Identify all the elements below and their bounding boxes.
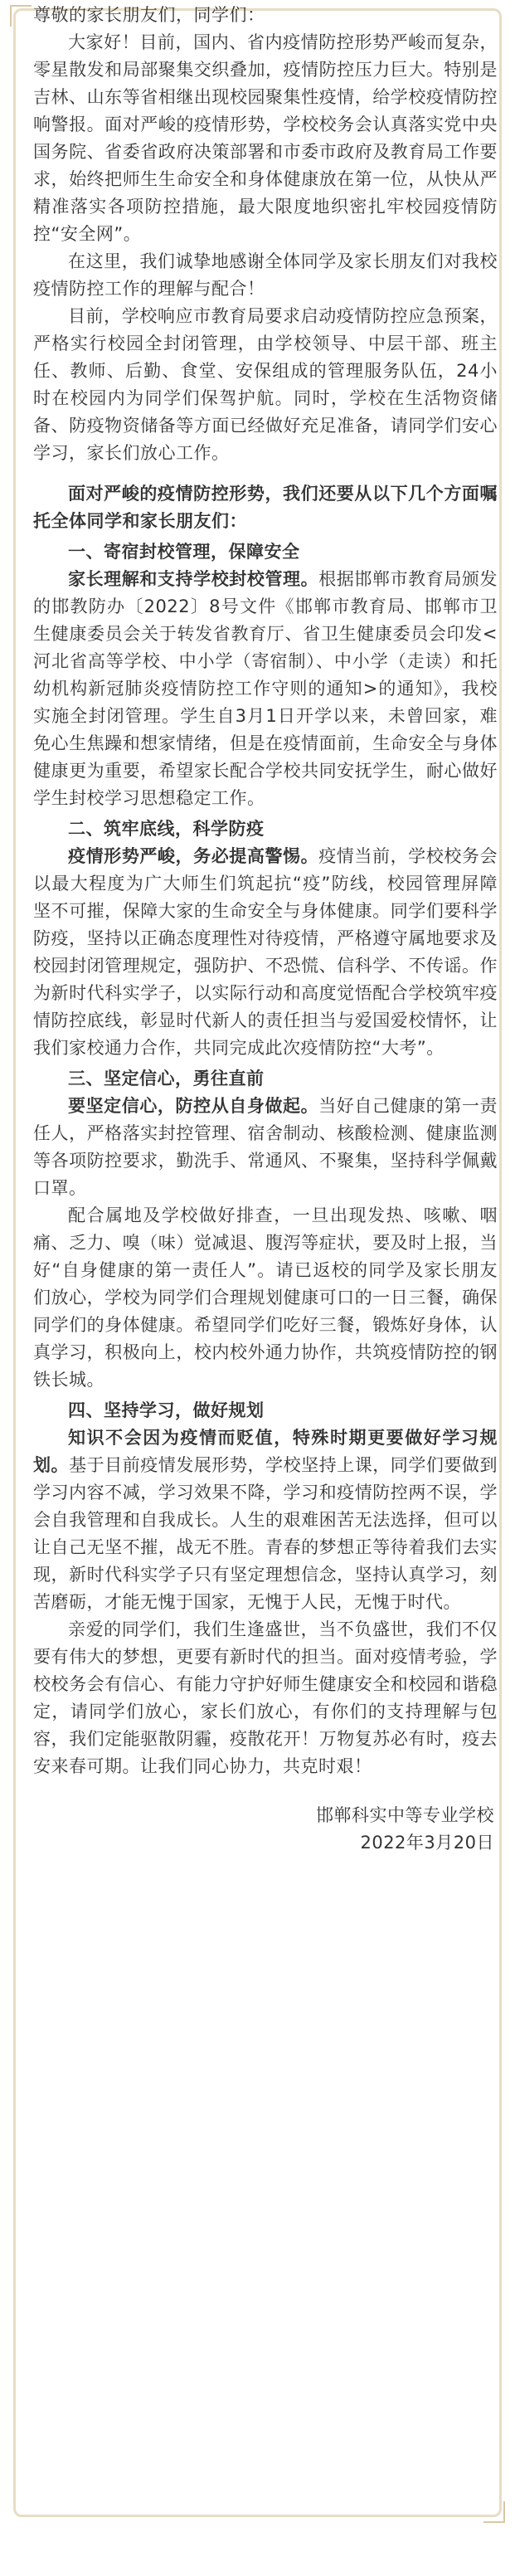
section-paragraph [33,566,498,812]
section-lead: 家长理解和支持学校封校管理。 [68,569,319,589]
closing-paragraph: 亲爱的同学们，我们生逢盛世，当不负盛世，我们不仅要有伟大的梦想，更要有新时代的担当。面对疫情考验，学校校务会有信心、有能力守护好师生健康安全和校园和谐稳定，请同学们放心，家长们放心，有你们的支持理解与包容，我们定能驱散阴霾，疫散花开！万物复苏必有时，疫去安来春可期。让我们同心协力，共克时艰！ [33,1619,498,1776]
section-title: 一、寄宿封校管理，保障安全 [68,542,300,562]
intro-paragraph: 在这里，我们诚挚地感谢全体同学及家长朋友们对我校疫情防控工作的理解与配合！ [33,251,498,299]
corner-decoration [10,5,32,27]
notice-heading: 面对严峻的疫情防控形势，我们还要从以下几个方面嘱托全体同学和家长朋友们： [33,484,498,531]
section-body: 当好自己健康的第一责任人，严格落实封控管理、宿舍制动、核酸检测、健康监测等各项防控要求，勤洗手、常通风、不聚集，坚持科学佩戴口罩。 [33,1096,498,1198]
intro-paragraph: 大家好！目前，国内、省内疫情防控形势严峻而复杂，零星散发和局部聚集交织叠加，疫情防控压力巨大。特别是吉林、山东等省相继出现校园聚集性疫情，给学校疫情防控响警报。面对严峻的疫情形势，学校校务会认真落实党中央国务院、省委省政府决策部署和市委市政府及教育局工作要求，始终把师生生命安全和身体健康放在第一位，从快从严精准落实各项防控措施，最大限度地织密扎牢校园疫情防控“安全网”。 [33,32,498,244]
section-title: 二、筑牢底线，科学防疫 [68,819,265,839]
section-title: 三、坚定信心，勇往直前 [68,1069,265,1088]
section-paragraph [33,843,498,1062]
section-paragraph [33,1424,498,1616]
section-title: 四、坚持学习，做好规划 [68,1400,265,1420]
section-body: 根据邯郸市教育局颁发的邯教防办〔2022〕8号文件《邯郸市教育局、邯郸市卫生健康委员会关于转发省教育厅、省卫生健康委员会印发<河北省高等学校、中小学（寄宿制）、中小学（走读）和托幼机构新冠肺炎疫情防控工作守则的通知>的通知》，我校实施全封闭管理。学生自3月1日开学以来，未曾回家，难免心生焦躁和想家情绪，但是在疫情面前，生命安全与身体健康更为重要，希望家长配合学校共同安抚学生，耐心做好学生封校学习思想稳定工作。 [33,569,498,808]
letter-body [33,0,498,1857]
section-lead: 知识不会因为疫情而贬值，特殊时期更要做好学习规划。 [33,1428,498,1475]
salutation: 尊敬的家长朋友们，同学们： [33,5,265,25]
section-body: 基于目前疫情发展形势，学校坚持上课，同学们要做到学习内容不减，学习效果不降，学习和疫情防控两不误，学会自我管理和自我成长。人生的艰难困苦无法选择，但可以让自己无坚不摧，战无不胜。青春的梦想正等待着我们去实现，新时代科实学子只有坚定理想信念，坚持认真学习，刻苦磨砺，才能无愧于国家，无愧于人民，无愧于时代。 [33,1455,498,1612]
signature: 邯郸科实中等专业学校 [316,1805,494,1825]
section-paragraph [33,1093,498,1202]
section-paragraph: 配合属地及学校做好排查，一旦出现发热、咳嗽、咽痛、乏力、嗅（味）觉减退、腹泻等症状，要及时上报，当好“自身健康的第一责任人”。请已返校的同学及家长朋友们放心，学校为同学们合理规划健康可口的一日三餐，确保同学们的身体健康。希望同学们吃好三餐，锻炼好身体，认真学习，积极向上，校内校外通力协作，共筑疫情防控的钢铁长城。 [33,1205,498,1390]
section-lead: 疫情形势严峻，务必提高警惕。 [68,846,319,866]
section-lead: 要坚定信心，防控从自身做起。 [68,1096,319,1116]
corner-decoration [483,2501,505,2523]
date: 2022年3月20日 [360,1833,494,1853]
intro-paragraph: 目前，学校响应市教育局要求启动疫情防控应急预案，严格实行校园全封闭管理，由学校领导、中层干部、班主任、教师、后勤、食堂、安保组成的管理服务队伍，24小时在校园内为同学们保驾护航。同时，学校在生活物资储备、防疫物资储备等方面已经做好充足准备，请同学们安心学习，家长们放心工作。 [33,306,498,463]
section-body: 疫情当前，学校校务会以最大程度为广大师生们筑起抗“疫”防线，校园管理屏障坚不可摧，保障大家的生命安全与身体健康。同学们要科学防疫，坚持以正确态度理性对待疫情，严格遵守属地要求及校园封闭管理规定，强防护、不恐慌、信科学、不传谣。作为新时代科实学子，以实际行动和高度觉悟配合学校筑牢疫情防控底线，彰显时代新人的责任担当与爱国爱校情怀，让我们家校通力合作，共同完成此次疫情防控“大考”。 [33,846,498,1058]
